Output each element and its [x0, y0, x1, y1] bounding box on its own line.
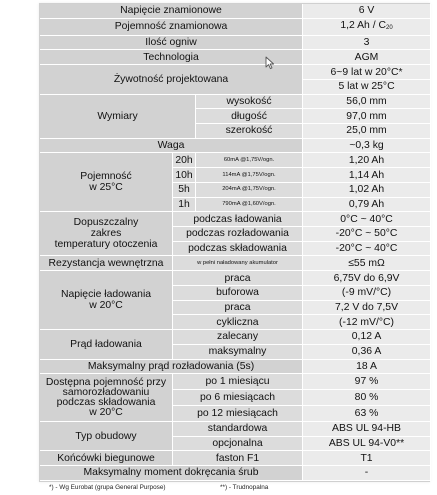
table-row	[40, 451, 431, 466]
during-charge-label: podczas ładowania	[173, 212, 303, 227]
cell-count-label: Ilość ogniw	[40, 36, 303, 51]
spec-table-panel	[39, 3, 430, 482]
table-row	[40, 212, 431, 227]
during-charge-value: 0°C ~ 40°C	[303, 212, 431, 227]
technology-label: Technologia	[40, 50, 303, 65]
capacity-hours: 20h	[173, 153, 196, 168]
recommended-label: zalecany	[173, 330, 303, 345]
charge-current-label: Prąd ładowania	[40, 330, 173, 359]
capacity-value: 1,20 Ah	[303, 153, 431, 168]
recommended-value: 0,12 A	[303, 330, 431, 345]
after-6-months-label: po 6 miesiącach	[173, 390, 303, 406]
rated-voltage-label: Napięcie znamionowe	[40, 4, 303, 19]
terminals-type: faston F1	[173, 451, 303, 466]
cycle-use-label-line2: cykliczna	[173, 315, 303, 330]
width-value: 25,0 mm	[303, 124, 431, 139]
technology-value: AGM	[303, 50, 431, 65]
max-torque-value: -	[303, 466, 431, 481]
table-row	[40, 330, 431, 345]
length-label: długość	[196, 109, 303, 124]
cell-count-value: 3	[303, 36, 431, 51]
charge-voltage-line2: w 20°C	[89, 300, 123, 312]
self-discharge-line2: samorozładowaniu	[62, 386, 150, 398]
capacity-label-line1: Pojemność	[80, 171, 132, 183]
optional-case-label: opcjonalna	[173, 437, 303, 452]
weight-label: Waga	[40, 139, 303, 154]
dimensions-label: Wymiary	[40, 95, 196, 139]
design-life-value-20c: 6~9 lat w 20°C*	[303, 65, 431, 80]
design-life-label: Żywotność projektowana	[40, 65, 303, 94]
capacity-hours: 5h	[173, 183, 196, 198]
design-life-value-25c: 5 lat w 25°C	[303, 80, 431, 95]
table-row	[40, 422, 431, 437]
after-12-months-label: po 12 miesiącach	[173, 406, 303, 422]
width-label: szerokość	[196, 124, 303, 139]
during-storage-value: -20°C ~ 40°C	[303, 242, 431, 257]
cycle-use-value-line1: 7,2 V do 7,5V	[303, 301, 431, 316]
mouse-pointer-icon	[265, 56, 275, 70]
rated-voltage-value: 6 V	[303, 4, 431, 19]
after-1-month-value: 97 %	[303, 374, 431, 390]
cycle-use-label-line1: praca	[173, 301, 303, 316]
self-discharge-line1: Dostępna pojemność przy	[45, 376, 167, 388]
table-row	[40, 360, 431, 375]
max-discharge-current-value: 18 A	[303, 360, 431, 375]
rated-capacity-subscript: 20	[385, 24, 393, 31]
during-discharge-label: podczas rozładowania	[173, 227, 303, 242]
capacity-hours: 1h	[173, 198, 196, 213]
capacity-condition: 60mA @1,75V/ogn.	[196, 153, 303, 168]
capacity-25c-label	[40, 153, 173, 212]
table-row	[40, 374, 431, 390]
footnote-eurobat: *) - Wg Eurobat (grupa General Purpose)	[49, 484, 166, 491]
cycle-use-value-line2: (-12 mV/°C)	[303, 315, 431, 330]
after-12-months-value: 63 %	[303, 406, 431, 422]
standard-case-label: standardowa	[173, 422, 303, 437]
internal-resistance-value: ≤55 mΩ	[303, 256, 431, 271]
capacity-label-line2: w 25°C	[89, 182, 123, 194]
standard-case-value: ABS UL 94-HB	[303, 422, 431, 437]
during-discharge-value: -20°C ~ 50°C	[303, 227, 431, 242]
temp-range-line2: zakres	[90, 228, 122, 240]
weight-value: ~0,3 kg	[303, 139, 431, 154]
float-use-label-line2: buforowa	[173, 286, 303, 301]
terminals-label: Końcówki biegunowe	[40, 451, 173, 466]
capacity-value: 0,79 Ah	[303, 198, 431, 213]
float-use-value-line1: 6,75V do 6,9V	[303, 271, 431, 286]
internal-resistance-label: Rezystancja wewnętrzna	[40, 256, 173, 271]
table-row	[40, 139, 431, 154]
capacity-value: 1,02 Ah	[303, 183, 431, 198]
after-6-months-value: 80 %	[303, 390, 431, 406]
self-discharge-line4: w 20°C	[89, 406, 123, 418]
capacity-value: 1,14 Ah	[303, 168, 431, 183]
rated-capacity-label: Pojemność znamionowa	[40, 19, 303, 36]
table-row	[40, 36, 431, 51]
footnote-flame-retardant: **) - Trudnopalna	[220, 484, 269, 491]
self-discharge-line3: podczas składowania	[56, 396, 156, 408]
temp-range-line1: Dopuszczalny	[73, 217, 139, 229]
table-row	[40, 256, 431, 271]
table-row	[40, 153, 431, 168]
during-storage-label: podczas składowania	[173, 242, 303, 257]
temp-range-line3: temperatury otoczenia	[54, 239, 158, 251]
capacity-condition: 114mA @1,75V/ogn.	[196, 168, 303, 183]
height-label: wysokość	[196, 95, 303, 110]
charge-voltage-line1: Napięcie ładowania	[60, 289, 152, 301]
optional-case-value: ABS UL 94-V0**	[303, 437, 431, 452]
length-value: 97,0 mm	[303, 109, 431, 124]
float-use-value-line2: (-9 mV/°C)	[303, 286, 431, 301]
max-torque-label: Maksymalny moment dokręcania śrub	[40, 466, 303, 481]
spec-table	[40, 4, 431, 481]
table-row	[40, 271, 431, 286]
float-use-label-line1: praca	[173, 271, 303, 286]
capacity-condition: 204mA @1,75V/ogn.	[196, 183, 303, 198]
table-row	[40, 95, 431, 110]
case-type-label: Typ obudowy	[40, 422, 173, 451]
max-discharge-current-label: Maksymalny prąd rozładowania (5s)	[40, 360, 303, 375]
self-discharge-label	[40, 374, 173, 422]
capacity-condition: 790mA @1,60V/ogn.	[196, 198, 303, 213]
table-row	[40, 466, 431, 481]
maximum-label: maksymalny	[173, 345, 303, 360]
after-1-month-label: po 1 miesiącu	[173, 374, 303, 390]
height-value: 56,0 mm	[303, 95, 431, 110]
charge-voltage-label	[40, 271, 173, 330]
table-row	[40, 65, 431, 80]
rated-capacity-text: 1,2 Ah / C	[340, 19, 386, 31]
temperature-range-label	[40, 212, 173, 256]
table-row	[40, 19, 431, 36]
rated-capacity-value	[303, 19, 431, 36]
table-row	[40, 4, 431, 19]
internal-resistance-condition: w pełni naładowany akumulator	[173, 256, 303, 271]
table-row	[40, 50, 431, 65]
maximum-value: 0,36 A	[303, 345, 431, 360]
terminals-value: T1	[303, 451, 431, 466]
capacity-hours: 10h	[173, 168, 196, 183]
